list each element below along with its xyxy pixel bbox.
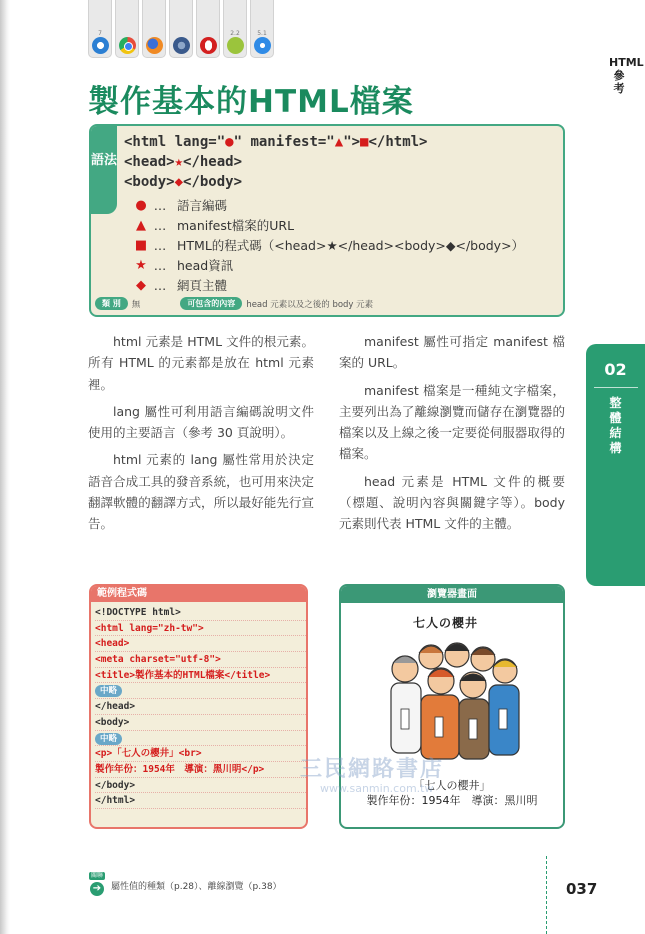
browser-tab — [250, 0, 274, 58]
code-line — [95, 746, 306, 762]
code-line — [95, 636, 306, 652]
page-number: 037 — [566, 880, 598, 898]
android-icon — [227, 37, 244, 54]
watermark: 三民網路書店 — [300, 757, 445, 782]
legend-item: ▲ … manifest檔案的URL — [136, 218, 295, 233]
example-code-box — [89, 584, 308, 829]
syntax-line: <head>★</head> — [124, 154, 243, 170]
code-text: </body> — [95, 779, 136, 791]
paragraph: manifest 檔案是一種純文字檔案，主要列出為了離線瀏覽而儲存在瀏覽器的檔案以及上線之後一定要從伺服器取得的檔案。 — [339, 382, 565, 462]
footer-divider — [546, 856, 547, 934]
browser-version: 7 — [98, 30, 102, 37]
content-badge: 可包含的內容 — [180, 297, 242, 310]
firefox-icon — [146, 37, 163, 54]
paragraph: manifest 屬性可指定 manifest 檔案的 URL。 — [339, 334, 565, 371]
code-line — [95, 793, 306, 809]
code-text: </html> — [95, 795, 136, 807]
category-badge: 類 別 — [95, 297, 128, 310]
omitted-badge: 中略 — [95, 685, 122, 697]
related-icon-label: 關聯 — [90, 872, 103, 879]
code-line — [95, 699, 306, 715]
syntax-line: <body>◆</body> — [124, 174, 243, 190]
paragraph: html 元素的 lang 屬性常用於決定語音合成工具的發音系統，也可用來決定翻譯軟體的翻譯方式，所以最好能先行宣告。 — [88, 452, 314, 532]
omitted-badge: 中略 — [95, 733, 122, 745]
code-text: </head> — [95, 701, 136, 713]
browser-tab — [223, 0, 247, 58]
code-line — [95, 652, 306, 668]
code-line — [95, 605, 306, 621]
browser-support-tabs — [88, 0, 274, 58]
related-reference-text[interactable]: 屬性值的種類（p.28）、離線瀏覽（p.38） — [111, 881, 282, 892]
code-text: <body> — [95, 716, 130, 728]
chapter-number: 02 — [604, 360, 627, 379]
code-line — [95, 715, 306, 731]
content-value: head 元素以及之後的 body 元素 — [246, 299, 374, 310]
code-text: 製作年份：1954年 導演：黑川明</p> — [95, 763, 265, 775]
code-text: <title>製作基本的HTML檔案</title> — [95, 669, 271, 681]
browser-tab — [142, 0, 166, 58]
illustration-figures — [391, 643, 519, 759]
code-line — [95, 778, 306, 794]
browser-tab — [115, 0, 139, 58]
safari-icon — [254, 37, 271, 54]
body-column-left — [88, 331, 314, 541]
related-references — [89, 872, 282, 898]
code-text: <p>「七人の櫻井」<br> — [95, 748, 202, 760]
code-text: <!DOCTYPE html> — [95, 607, 181, 618]
browser-tab — [169, 0, 193, 58]
syntax-code — [124, 132, 428, 192]
arrow-right-icon: ➔ — [90, 882, 104, 896]
caption-line: 「七人の櫻井」 — [413, 779, 491, 792]
example-code-header: 範例程式碼 — [91, 586, 306, 602]
browser-tab — [88, 0, 112, 58]
code-line — [95, 683, 306, 699]
code-line — [95, 621, 306, 637]
browser-screen-header: 瀏覽器畫面 — [341, 586, 563, 603]
code-text: <html lang="zh-tw"> — [95, 622, 204, 634]
legend-item: ● … 語言編碼 — [135, 198, 228, 213]
page-title: 製作基本的HTML檔案 — [88, 84, 414, 120]
chapter-tab[interactable] — [586, 344, 645, 586]
code-line — [95, 668, 306, 684]
page-binding-shadow — [0, 0, 10, 934]
example-code-lines — [91, 602, 306, 809]
browser-tab — [196, 0, 220, 58]
category-value: 無 — [131, 299, 141, 310]
chapter-name: 整體結構 — [609, 396, 622, 455]
syntax-box — [89, 124, 565, 317]
caption-line: 製作年份：1954年 導演：黑川明 — [366, 794, 538, 807]
browser-version: 2.2 — [230, 30, 240, 37]
seven-people-illustration — [383, 631, 523, 766]
code-text: <meta charset="utf-8"> — [95, 654, 221, 666]
syntax-meta — [95, 297, 373, 310]
legend-item: ★ … head資訊 — [135, 258, 234, 273]
paragraph: lang 屬性可利用語言編碼說明文件使用的主要語言（參考 30 頁說明）。 — [88, 403, 314, 441]
chapter-divider — [594, 387, 638, 388]
chrome-icon — [119, 37, 136, 54]
syntax-label: 語法 — [91, 126, 117, 214]
opera-gx-icon — [173, 37, 190, 54]
code-text: <head> — [95, 638, 130, 650]
watermark-url: www.sanmin.com.tw — [320, 782, 434, 795]
side-running-title: HTML參考 — [609, 56, 644, 95]
illustration-title: 七人の櫻井 — [413, 616, 479, 630]
code-line — [95, 762, 306, 778]
opera-icon — [200, 37, 217, 54]
paragraph: head 元素是 HTML 文件的概要（標題、說明內容與關鍵字等）。body 元素則代表 HTML 文件的主體。 — [339, 473, 565, 532]
ie-icon — [92, 37, 109, 54]
code-line — [95, 731, 306, 747]
related-icon — [89, 872, 105, 898]
legend-item: ◆ … 網頁主體 — [136, 278, 228, 293]
syntax-line: <html lang="●" manifest="▲">■</html> — [124, 134, 428, 150]
browser-version: 5.1 — [257, 30, 267, 37]
body-column-right — [339, 331, 565, 541]
legend-item: ■ … HTML的程式碼（<head>★</head><body>◆</body>） — [134, 238, 525, 253]
paragraph: html 元素是 HTML 文件的根元素。所有 HTML 的元素都是放在 html 元素裡。 — [88, 334, 314, 392]
syntax-legend — [133, 196, 524, 296]
